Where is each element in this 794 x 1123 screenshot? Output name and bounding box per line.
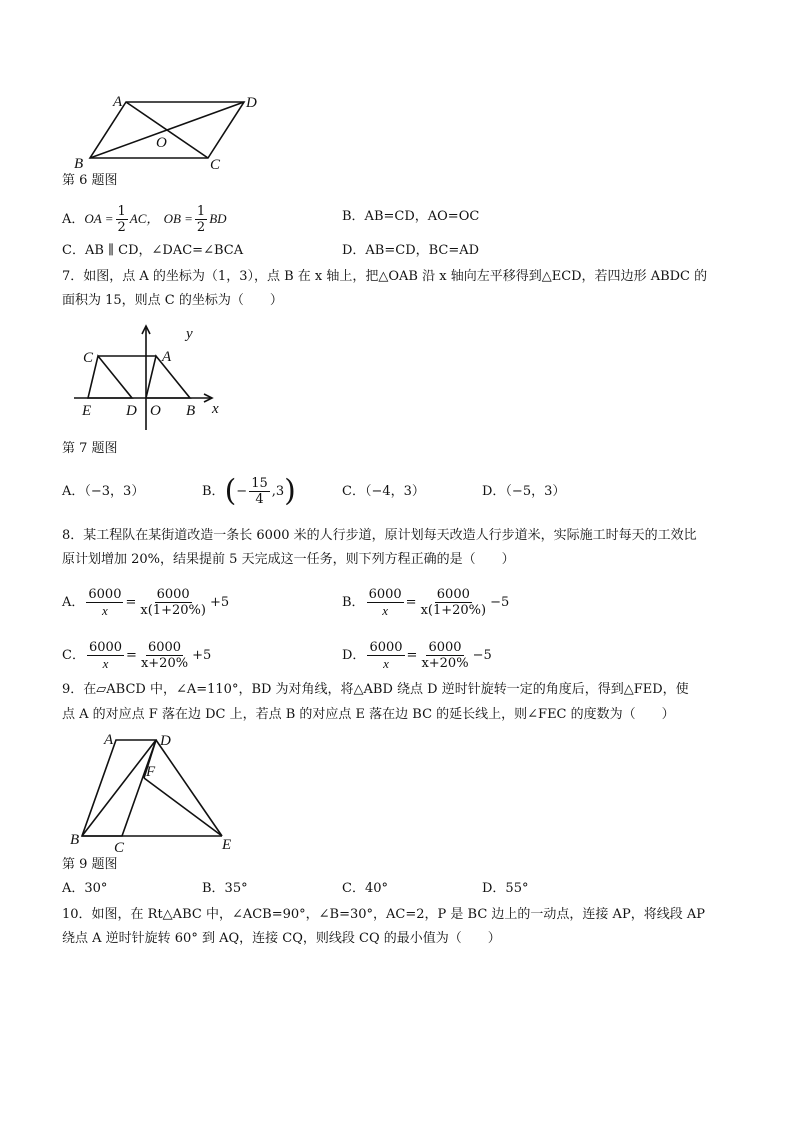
q6-option-a: A．OA = $\frac{1}{2}$ AC， OB = $\frac{1}{2}$ BD: [62, 204, 227, 235]
q7-label-x: x: [212, 401, 219, 417]
q9-stem-line2: 点 A 的对应点 F 落在边 DC 上，若点 B 的对应点 E 落在边 BC 的延长线上，则∠FEC 的度数为（ ）: [62, 707, 675, 722]
q6-label-d: D: [246, 95, 257, 111]
q7-stem-line1: 7．如图，点 A 的坐标为（1，3），点 B 在 x 轴上，把△OAB 沿 x 轴向左平移得到△ECD，若四边形 ABDC 的: [62, 269, 708, 284]
q7-caption: 第 7 题图: [62, 441, 118, 456]
q10-stem-line2: 绕点 A 逆时针旋转 60° 到 AQ，连接 CQ，则线段 CQ 的最小值为（ ）: [62, 931, 501, 946]
q6-diagonal-bd: [90, 102, 244, 158]
q9-label-a: A: [104, 732, 114, 748]
q8-option-d: D． $\frac{6000}{x}$ = $\frac{6000}{x+20\%}$ −5: [342, 640, 492, 671]
q9-option-a: A．30°: [62, 881, 108, 896]
q7-label-y: y: [186, 326, 193, 342]
q7-stem-line2: 面积为 15，则点 C 的坐标为（ ）: [62, 293, 283, 308]
q8-stem-line1: 8．某工程队在某街道改造一条长 6000 米的人行步道，原计划每天改造人行步道米，实际施工时每天的工效比: [62, 528, 697, 543]
q6-label-a: A: [113, 94, 123, 110]
q9-option-d: D．55°: [482, 881, 529, 896]
q7-option-b: B．(− $\frac{15}{4}$ ,3): [202, 473, 296, 509]
q7-option-c: C．（−4，3）: [342, 484, 425, 499]
q6-label-b: B: [74, 156, 84, 172]
q9-diagonal-bd: [82, 740, 156, 836]
q9-label-d: D: [160, 733, 171, 749]
q7-label-c: C: [83, 350, 94, 366]
q8-option-b: B． $\frac{6000}{x}$ = $\frac{6000}{x(1+20\%)}$ −5: [342, 587, 510, 618]
q7-label-d: D: [126, 403, 137, 419]
q9-option-c: C．40°: [342, 881, 388, 896]
q7-option-d: D．（−5，3）: [482, 484, 566, 499]
q9-segment-de: [156, 740, 222, 836]
q9-option-b: B．35°: [202, 881, 248, 896]
q9-label-b: B: [70, 832, 80, 848]
q8-option-a: A． $\frac{6000}{x}$ = $\frac{6000}{x(1+20\%)}$ +5: [62, 587, 230, 618]
q6-option-c: C．AB ∥ CD，∠DAC=∠BCA: [62, 243, 244, 258]
q7-triangle-ecd: [88, 356, 132, 398]
q9-label-f: F: [146, 764, 156, 780]
q7-label-o: O: [150, 403, 161, 419]
q9-caption: 第 9 题图: [62, 857, 118, 872]
q7-label-a: A: [162, 349, 172, 365]
q6-caption: 第 6 题图: [62, 173, 118, 188]
q6-label-o: O: [156, 135, 167, 151]
q9-label-e: E: [222, 837, 232, 853]
q9-segment-fe: [144, 778, 222, 836]
q7-label-b: B: [186, 403, 196, 419]
q6-option-d: D．AB=CD，BC=AD: [342, 243, 480, 258]
q6-parallelogram-figure: [70, 88, 270, 178]
q8-stem-line2: 原计划增加 20%，结果提前 5 天完成这一任务，则下列方程正确的是（ ）: [62, 552, 515, 567]
q9-rotation-figure: [66, 728, 246, 856]
q9-label-c: C: [114, 840, 125, 856]
q8-option-c: C． $\frac{6000}{x}$ = $\frac{6000}{x+20\%}$ +5: [62, 640, 212, 671]
q7-label-e: E: [82, 403, 92, 419]
q7-coordinate-figure: [70, 314, 240, 434]
q7-option-a: A．（−3，3）: [62, 484, 145, 499]
q9-stem-line1: 9．在▱ABCD 中，∠A=110°，BD 为对角线，将△ABD 绕点 D 逆时针旋转一定的角度后，得到△FED，使: [62, 682, 689, 697]
q6-option-b: B．AB=CD，AO=OC: [342, 209, 480, 224]
q10-stem-line1: 10．如图，在 Rt△ABC 中，∠ACB=90°，∠B=30°，AC=2，P 是 BC 边上的一动点，连接 AP，将线段 AP: [62, 907, 705, 922]
q6-label-c: C: [210, 157, 221, 173]
